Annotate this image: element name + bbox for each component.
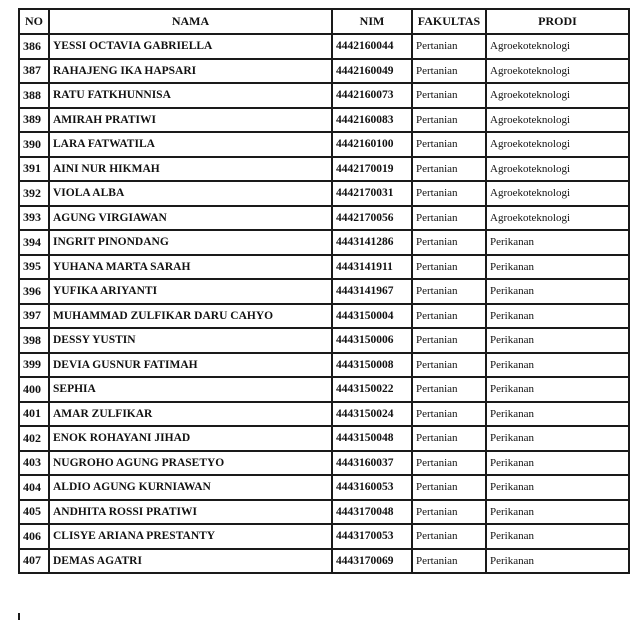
cell-nim: 4443141286 — [332, 230, 412, 255]
cell-fakultas: Pertanian — [412, 279, 486, 304]
cell-prodi: Perikanan — [486, 475, 629, 500]
header-fakultas: FAKULTAS — [412, 9, 486, 34]
cell-prodi: Perikanan — [486, 377, 629, 402]
cell-no: 393 — [19, 206, 49, 231]
table-row — [19, 353, 629, 378]
cell-nama: NUGROHO AGUNG PRASETYO — [49, 451, 332, 476]
table-row — [19, 377, 629, 402]
cell-prodi: Perikanan — [486, 255, 629, 280]
cell-prodi: Agroekoteknologi — [486, 34, 629, 59]
cell-no: 405 — [19, 500, 49, 525]
cell-no: 388 — [19, 83, 49, 108]
table-row — [19, 157, 629, 182]
cell-prodi: Agroekoteknologi — [486, 206, 629, 231]
cell-prodi: Perikanan — [486, 279, 629, 304]
cell-nama: YUFIKA ARIYANTI — [49, 279, 332, 304]
cell-nim: 4443150024 — [332, 402, 412, 427]
cell-nama: AGUNG VIRGIAWAN — [49, 206, 332, 231]
cell-nim: 4442160049 — [332, 59, 412, 84]
cell-prodi: Perikanan — [486, 402, 629, 427]
table-row — [19, 279, 629, 304]
cell-no: 398 — [19, 328, 49, 353]
cell-nim: 4443160053 — [332, 475, 412, 500]
cell-fakultas: Pertanian — [412, 34, 486, 59]
cell-fakultas: Pertanian — [412, 132, 486, 157]
cell-nama: YESSI OCTAVIA GABRIELLA — [49, 34, 332, 59]
cell-prodi: Perikanan — [486, 230, 629, 255]
cell-no: 401 — [19, 402, 49, 427]
cell-nama: AINI NUR HIKMAH — [49, 157, 332, 182]
cell-no: 404 — [19, 475, 49, 500]
table-body — [19, 34, 629, 573]
cell-no: 402 — [19, 426, 49, 451]
cell-no: 392 — [19, 181, 49, 206]
cell-prodi: Agroekoteknologi — [486, 181, 629, 206]
cell-no: 397 — [19, 304, 49, 329]
cell-nama: AMAR ZULFIKAR — [49, 402, 332, 427]
cell-nama: RAHAJENG IKA HAPSARI — [49, 59, 332, 84]
cell-nim: 4443160037 — [332, 451, 412, 476]
cell-fakultas: Pertanian — [412, 206, 486, 231]
cell-prodi: Agroekoteknologi — [486, 83, 629, 108]
cell-no: 406 — [19, 524, 49, 549]
cell-nim: 4443150006 — [332, 328, 412, 353]
cell-nama: AMIRAH PRATIWI — [49, 108, 332, 133]
cell-fakultas: Pertanian — [412, 377, 486, 402]
cell-nim: 4443170053 — [332, 524, 412, 549]
cell-nama: DEMAS AGATRI — [49, 549, 332, 574]
table-row — [19, 500, 629, 525]
cell-no: 403 — [19, 451, 49, 476]
table-row — [19, 549, 629, 574]
cell-nim: 4443141911 — [332, 255, 412, 280]
table-row — [19, 328, 629, 353]
cell-fakultas: Pertanian — [412, 255, 486, 280]
cell-prodi: Perikanan — [486, 304, 629, 329]
table-row — [19, 230, 629, 255]
cell-nama: DEVIA GUSNUR FATIMAH — [49, 353, 332, 378]
cell-nama: INGRIT PINONDANG — [49, 230, 332, 255]
cell-no: 407 — [19, 549, 49, 574]
cell-nim: 4442160083 — [332, 108, 412, 133]
cell-nama: DESSY YUSTIN — [49, 328, 332, 353]
table-row — [19, 426, 629, 451]
cell-prodi: Perikanan — [486, 353, 629, 378]
cell-fakultas: Pertanian — [412, 230, 486, 255]
cell-no: 391 — [19, 157, 49, 182]
table-row — [19, 304, 629, 329]
cell-fakultas: Pertanian — [412, 524, 486, 549]
cell-no: 389 — [19, 108, 49, 133]
table-row — [19, 206, 629, 231]
cell-nama: MUHAMMAD ZULFIKAR DARU CAHYO — [49, 304, 332, 329]
cell-prodi: Agroekoteknologi — [486, 132, 629, 157]
cell-nim: 4442160100 — [332, 132, 412, 157]
cell-nama: ANDHITA ROSSI PRATIWI — [49, 500, 332, 525]
cell-nim: 4443141967 — [332, 279, 412, 304]
cell-nama: VIOLA ALBA — [49, 181, 332, 206]
cell-no: 390 — [19, 132, 49, 157]
cell-nama: ALDIO AGUNG KURNIAWAN — [49, 475, 332, 500]
cell-nim: 4443170048 — [332, 500, 412, 525]
table-row — [19, 83, 629, 108]
table-continuation — [18, 613, 630, 620]
cell-fakultas: Pertanian — [412, 108, 486, 133]
cell-fakultas: Pertanian — [412, 59, 486, 84]
cell-nim: 4443150004 — [332, 304, 412, 329]
cell-fakultas: Pertanian — [412, 304, 486, 329]
cell-fakultas: Pertanian — [412, 500, 486, 525]
cell-no: 394 — [19, 230, 49, 255]
cell-prodi: Agroekoteknologi — [486, 108, 629, 133]
cell-nim: 4442170056 — [332, 206, 412, 231]
cell-nim: 4442170019 — [332, 157, 412, 182]
cell-fakultas: Pertanian — [412, 328, 486, 353]
cell-nim: 4443150022 — [332, 377, 412, 402]
table-row — [19, 402, 629, 427]
cell-prodi: Perikanan — [486, 451, 629, 476]
table-row — [19, 132, 629, 157]
table-row — [19, 59, 629, 84]
cell-prodi: Agroekoteknologi — [486, 157, 629, 182]
cell-fakultas: Pertanian — [412, 181, 486, 206]
table-row — [19, 34, 629, 59]
cell-fakultas: Pertanian — [412, 83, 486, 108]
cell-prodi: Perikanan — [486, 524, 629, 549]
cell-prodi: Perikanan — [486, 500, 629, 525]
header-nim: NIM — [332, 9, 412, 34]
cell-no: 400 — [19, 377, 49, 402]
table-row — [19, 108, 629, 133]
cell-nim: 4442160044 — [332, 34, 412, 59]
cell-fakultas: Pertanian — [412, 451, 486, 476]
cell-no: 396 — [19, 279, 49, 304]
cell-no: 395 — [19, 255, 49, 280]
cell-nim: 4443170069 — [332, 549, 412, 574]
table-row — [19, 255, 629, 280]
cell-nama: CLISYE ARIANA PRESTANTY — [49, 524, 332, 549]
table-row — [19, 475, 629, 500]
cell-prodi: Perikanan — [486, 328, 629, 353]
cell-prodi: Agroekoteknologi — [486, 59, 629, 84]
student-list-table — [18, 8, 630, 574]
cell-nim: 4442170031 — [332, 181, 412, 206]
cell-fakultas: Pertanian — [412, 402, 486, 427]
cell-prodi: Perikanan — [486, 426, 629, 451]
header-row — [19, 9, 629, 34]
header-prodi: PRODI — [486, 9, 629, 34]
cell-fakultas: Pertanian — [412, 426, 486, 451]
cell-nim: 4443150008 — [332, 353, 412, 378]
cell-fakultas: Pertanian — [412, 549, 486, 574]
cell-fakultas: Pertanian — [412, 157, 486, 182]
cell-nama: RATU FATKHUNNISA — [49, 83, 332, 108]
cell-nama: ENOK ROHAYANI JIHAD — [49, 426, 332, 451]
header-no: NO — [19, 9, 49, 34]
cell-nim: 4442160073 — [332, 83, 412, 108]
header-nama: NAMA — [49, 9, 332, 34]
cell-fakultas: Pertanian — [412, 353, 486, 378]
cell-prodi: Perikanan — [486, 549, 629, 574]
table-row — [19, 524, 629, 549]
cell-no: 387 — [19, 59, 49, 84]
cell-fakultas: Pertanian — [412, 475, 486, 500]
cell-nama: SEPHIA — [49, 377, 332, 402]
cell-no: 399 — [19, 353, 49, 378]
cell-no: 386 — [19, 34, 49, 59]
table-row — [19, 451, 629, 476]
cell-nim: 4443150048 — [332, 426, 412, 451]
cell-nama: LARA FATWATILA — [49, 132, 332, 157]
cell-nama: YUHANA MARTA SARAH — [49, 255, 332, 280]
table-row — [19, 181, 629, 206]
